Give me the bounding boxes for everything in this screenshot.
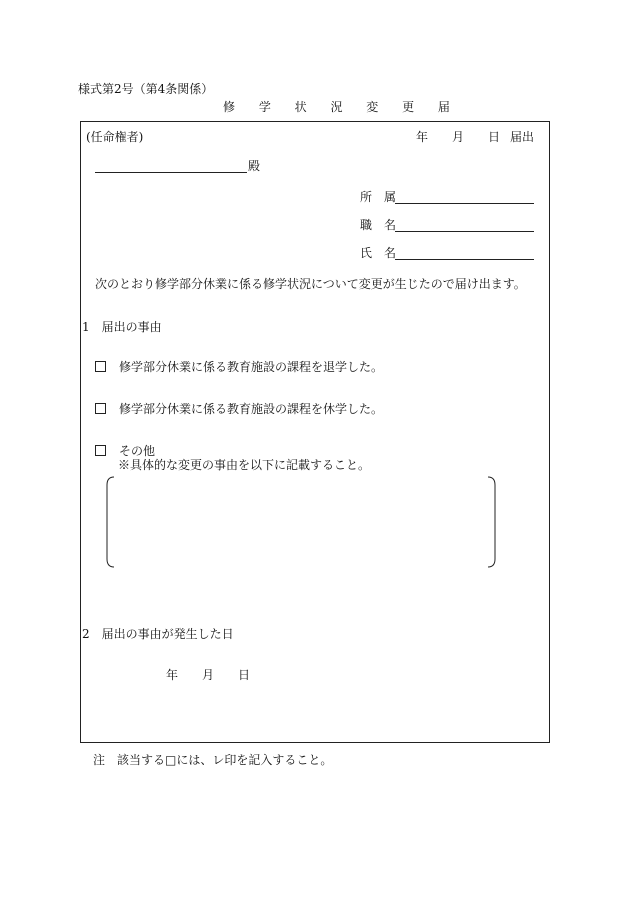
form-number: 様式第2号（第4条関係）	[78, 82, 214, 96]
option-withdrawal-label: 修学部分休業に係る教育施設の課程を退学した。	[119, 360, 384, 374]
occurrence-date: 年 月 日	[166, 668, 251, 682]
addressee-field[interactable]	[95, 172, 247, 173]
bracket-right	[488, 477, 495, 567]
checkbox-leave[interactable]	[95, 403, 106, 414]
position-label: 職 名	[360, 218, 397, 232]
date-line: 年 月 日	[416, 130, 501, 144]
submit-label: 届出	[510, 130, 535, 144]
addressee-label: (任命権者)	[86, 130, 144, 144]
name-label: 氏 名	[360, 246, 397, 260]
other-note: ※具体的な変更の事由を以下に記載すること。	[118, 458, 371, 472]
option-other-label: その他	[119, 444, 156, 458]
section1-heading: 1 届出の事由	[82, 320, 162, 334]
section2-heading: 2 届出の事由が発生した日	[82, 627, 234, 641]
option-leave-label: 修学部分休業に係る教育施設の課程を休学した。	[119, 402, 384, 416]
form-title: 修 学 状 況 変 更 届	[223, 100, 460, 114]
form-body	[80, 121, 550, 743]
intro-text: 次のとおり修学部分休業に係る修学状況について変更が生じたので届け出ます。	[95, 277, 526, 291]
position-field[interactable]	[395, 231, 534, 232]
option-leave	[95, 403, 383, 415]
option-other	[95, 445, 155, 457]
option-withdrawal	[95, 361, 383, 373]
checkbox-other[interactable]	[95, 445, 106, 456]
footnote: 注 該当する□には、レ印を記入すること。	[93, 753, 333, 767]
affiliation-label: 所 属	[360, 190, 397, 204]
affiliation-field[interactable]	[395, 203, 534, 204]
honorific: 殿	[248, 159, 261, 173]
other-reason-bracket[interactable]	[104, 475, 498, 571]
bracket-left	[107, 477, 114, 567]
name-field[interactable]	[395, 259, 534, 260]
checkbox-withdrawal[interactable]	[95, 361, 106, 372]
